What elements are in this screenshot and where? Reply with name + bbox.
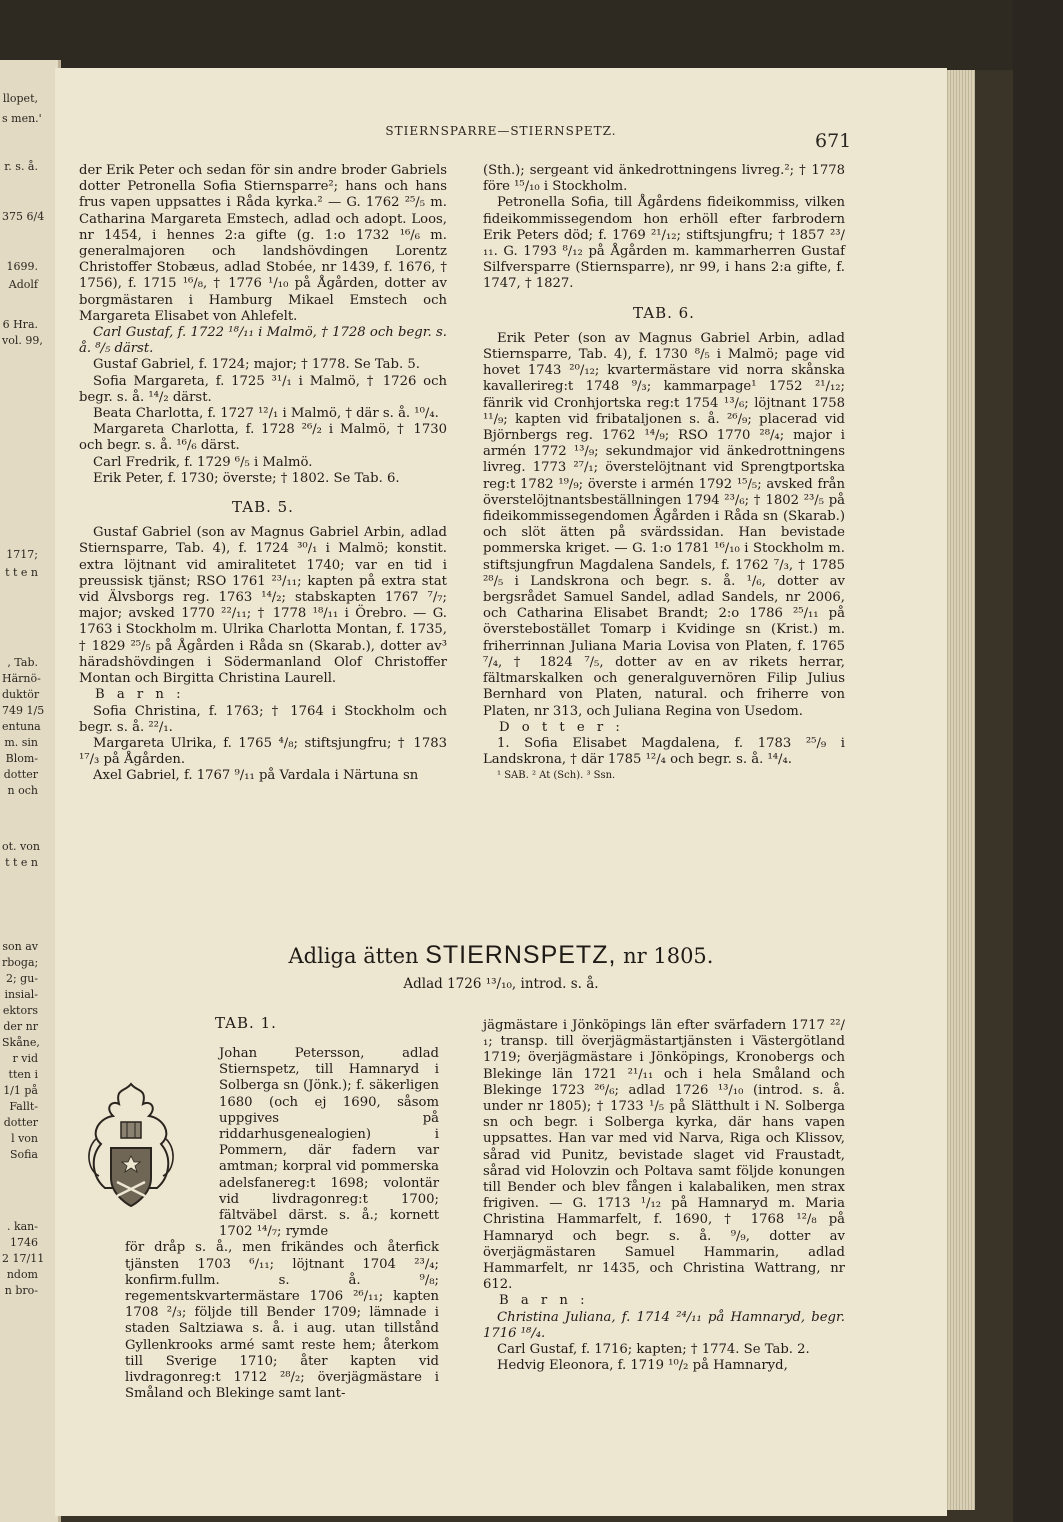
children-heading: B a r n :: [499, 1293, 589, 1309]
column-4: [483, 1018, 845, 1374]
left-page-text: r. s. å.: [4, 160, 38, 173]
left-page-text: l von: [11, 1132, 38, 1145]
left-page-text: son av: [2, 940, 38, 953]
left-page-text: vol. 99,: [2, 334, 43, 347]
page-edges: [945, 70, 975, 1510]
left-page-text: ndom: [6, 1268, 38, 1281]
column-2: [483, 163, 845, 785]
title-family-name: STIERNSPETZ,: [425, 941, 617, 969]
paragraph: Beata Charlotta, f. 1727 ¹²/₁ i Malmö, † där s. å. ¹⁰/₄.: [93, 406, 439, 422]
left-page-text: 1717;: [6, 548, 38, 561]
tab-heading: TAB. 6.: [633, 303, 695, 322]
left-page-text: n och: [7, 784, 38, 797]
left-page-text: s men.': [2, 112, 42, 125]
title-prefix: Adliga ätten: [288, 944, 419, 968]
left-page-text: , Tab.: [7, 656, 38, 669]
section-subtitle: Adlad 1726 ¹³/₁₀, introd. s. å.: [403, 976, 599, 992]
children-heading: B a r n :: [95, 687, 185, 703]
left-page-text: 749 1/5: [2, 704, 45, 717]
book-cover-top: [0, 0, 1063, 70]
daughter-heading: D o t t e r :: [499, 719, 624, 735]
left-page-text: tten i: [8, 1068, 38, 1081]
paragraph: för dråp s. å., men frikändes och återfick tjänsten 1703 ⁶/₁₁; löjtnant 1704 ²³/₄; konfirm.fullm. s. å. ⁹/₈; regementskvartermästare 1706 ²⁶/₁₁; kapten 1708 ²/₃; följde till Bender 1709; lämnade i staden Saltziawa s. å. i aug. utan tillstånd Gyllenkrooks armé samt reste hem; återkom till Sverige 1710; åter kapten vid livdragonreg:t 1712 ²⁸/₂; överjägmästare i Småland och Blekinge samt lant-: [125, 1240, 439, 1402]
tab-heading: TAB. 5.: [232, 498, 294, 517]
section-title: [55, 941, 947, 970]
left-page-text: . kan-: [6, 1220, 38, 1233]
paragraph: Erik Peter, f. 1730; överste; † 1802. Se Tab. 6.: [93, 470, 400, 486]
paragraph: Margareta Ulrika, f. 1765 ⁴/₈; stiftsjungfru; † 1783 ¹⁷/₃ på Ågården.: [79, 735, 447, 768]
left-page-text: Adolf: [8, 278, 38, 291]
paragraph: Sofia Margareta, f. 1725 ³¹/₁ i Malmö, † 1726 och begr. s. å. ¹⁴/₂ därst.: [79, 373, 447, 405]
paragraph: Johan Petersson, adlad Stiernspetz, till Hamnaryd i Solberga sn (Jönk.); f. säkerligen 1680 (och ej 1690, såsom uppgives på riddarhusgenealogien) i Pommern, där fadern var amtman; korpral vid pommerska adelsfanereg:t 1698; volontär vid livdragonreg:t 1700; fältväbel därst. s. å.; kornett 1702 ¹⁴/₇; rymde: [219, 1046, 439, 1240]
left-page-text: ektors: [2, 1004, 38, 1017]
paragraph: Carl Gustaf, f. 1716; kapten; † 1774. Se Tab. 2.: [497, 1342, 810, 1358]
left-page-fragment: [0, 60, 61, 1522]
left-page-text: r vid: [12, 1052, 38, 1065]
paragraph: Hedvig Eleonora, f. 1719 ¹⁰/₂ på Hamnaryd,: [497, 1358, 788, 1374]
left-page-text: 1/1 på: [3, 1084, 38, 1097]
paragraph: Axel Gabriel, f. 1767 ⁹/₁₁ på Vardala i Närtuna sn: [93, 768, 419, 784]
paragraph: Petronella Sofia, till Ågårdens fideikommiss, vilken fideikommissegendom hon erhöll efter farbrodern Erik Peters död; f. 1769 ²¹/₁₂; stiftsjungfru; † 1857 ²³/₁₁. G. 1793 ⁸/₁₂ på Ågården m. kammarherren Gustaf Silfversparre (Stiernsparre), nr 99, i hans 2:a gifte, f. 1747, † 1827.: [483, 195, 845, 292]
left-page-text: 2; gu-: [5, 972, 38, 985]
paragraph: der Erik Peter och sedan för sin andre broder Gabriels dotter Petronella Sofia Stiernsparre²; hans och hans frus vapen uppsattes i Råda kyrka.² — G. 1762 ²⁵/₅ m. Catharina Margareta Emstech, adlad och adopt. Loos, nr 1454, i hennes 2:a gifte (g. 1:o 1732 ¹⁶/₆ m. generalmajoren och landshövdingen Lorentz Christoffer Stobæus, adlad Stobée, nr 1439, f. 1676, † 1756), f. 1715 ¹⁶/₈, † 1776 ¹/₁₀ på Ågården, dotter av borgmästaren i Hamburg Mikael Emstech och Margareta Elisabet von Ahlefelt.: [79, 163, 447, 324]
left-page-text: 2 17/11: [2, 1252, 45, 1265]
paragraph: jägmästare i Jönköpings län efter svärfadern 1717 ²²/₁; transp. till överjägmästartjänsten i Västergötland 1719; överjägmästare i Jönköpings, Kronobergs och Blekinge län 1721 ²¹/₁₁ och i hela Småland och Blekinge 1723 ²⁶/₆; adlad 1726 ¹³/₁₀ (introd. s. å. under nr 1805); † 1733 ¹/₅ på Slätthult i N. Solberga sn och begr. i Solberga kyrka, där hans vapen uppsattes. Han var med vid Narva, Riga och Klissov, sårad vid Punitz, bevistade slaget vid Fraustadt, sårad vid Holovzin och Poltava samt följde konungen till Bender och blev fången i kalabaliken, men strax frigiven. — G. 1713 ¹/₁₂ på Hamnaryd m. Maria Christina Hammarfelt, f. 1690, † 1768 ¹²/₈ på Hamnaryd och begr. s. å. ⁹/₉, dotter av överjägmästaren Samuel Hammarin, adlad Hammarfelt, nr 1435, och Christina Wattrang, nr 612.: [483, 1018, 845, 1293]
left-page-text: entuna: [2, 720, 41, 733]
paragraph: (Sth.); sergeant vid änkedrottningens livreg.²; † 1778 före ¹⁵/₁₀ i Stockholm.: [483, 163, 845, 195]
left-page-text: m. sin: [4, 736, 38, 749]
paragraph: Sofia Christina, f. 1763; † 1764 i Stockholm och begr. s. å. ²²/₁.: [79, 703, 447, 735]
left-page-text: Sofia: [9, 1148, 38, 1161]
left-page-text: rboga;: [2, 956, 39, 969]
left-page-text: Fallt-: [9, 1100, 38, 1113]
left-page-text: insial-: [4, 988, 38, 1001]
book-page: [55, 68, 947, 1516]
left-page-text: dotter: [3, 1116, 38, 1129]
tab-heading: TAB. 1.: [215, 1014, 277, 1032]
left-page-text: 1746: [10, 1236, 38, 1249]
title-suffix: nr 1805.: [623, 944, 714, 968]
left-page-text: t t e n: [5, 566, 38, 579]
footnotes: ¹ SAB. ² At (Sch). ³ Ssn.: [497, 770, 616, 782]
paragraph: 1. Sofia Elisabet Magdalena, f. 1783 ²⁵/₉ i Landskrona, † där 1785 ¹²/₄ och begr. s. å. ¹⁴/₄.: [483, 735, 845, 768]
left-page-text: duktör: [2, 688, 40, 701]
paragraph: Carl Gustaf, f. 1722 ¹⁸/₁₁ i Malmö, † 1728 och begr. s. å. ⁸/₅ därst.: [79, 325, 447, 357]
left-page-text: Härnö-: [2, 672, 41, 685]
paragraph: Erik Peter (son av Magnus Gabriel Arbin, adlad Stiernsparre, Tab. 4), f. 1730 ⁸/₅ i Malmö; page vid hovet 1743 ²⁰/₁₂; kvartermästare vid norra skånska kavallerireg:t 1748 ⁹/₃; kammarpage¹ 1752 ²¹/₁₂; fänrik vid Cronhjortska reg:t 1754 ¹³/₆; löjtnant 1758 ¹¹/₉; kapten vid fribataljonen s. å. ²⁶/₉; placerad vid Björnbergs reg. 1762 ¹⁴/₉; RSO 1770 ²⁸/₄; major i armén 1772 ¹³/₉; sekundmajor vid änkedrottningens livreg. 1773 ²⁷/₁; överstelöjtnant vid Sprengtportska reg:t 1782 ¹⁹/₉; överste i armén 1792 ¹⁵/₅; avsked från överstelöjtnantsbeställningen 1794 ²³/₆; † 1802 ²³/₅ på fideikommissegendomen Ågården i Råda sn (Skarab.) och slöt ätten på svärdssidan. Han bevistade pommerska kriget. — G. 1:o 1781 ¹⁶/₁₀ i Stockholm m. stiftsjungfrun Magdalena Sandels, f. 1762 ⁷/₃, † 1785 ²⁸/₅ i Landskrona och begr. s. å. ¹/₆, dotter av bergsrådet Samuel Sandel, adlad Sandels, nr 2006, och Catharina Elisabet Brandt; 2:o 1786 ²⁵/₁₁ på överstebostället Tomarp i Kvidinge sn (Krist.) m. friherrinnan Juliana Maria Lovisa von Platen, f. 1765 ⁷/₄, † 1824 ⁷/₅, dotter av en av rikets herrar, fältmarskalken och generalguvernören Filip Julius Bernhard von Platen, natural. och friherre von Platen, nr 313, och Juliana Regina von Usedom.: [483, 330, 845, 719]
running-title: STIERNSPARRE—STIERNSPETZ.: [385, 124, 617, 138]
column-1: [79, 163, 447, 785]
paragraph: Margareta Charlotta, f. 1728 ²⁶/₂ i Malmö, † 1730 och begr. s. å. ¹⁶/₆ därst.: [79, 422, 447, 454]
left-page-text: Skåne,: [2, 1036, 40, 1049]
left-page-text: 375 6/4: [2, 210, 45, 223]
paragraph: Carl Fredrik, f. 1729 ⁶/₅ i Malmö.: [93, 454, 313, 470]
left-page-text: der nr: [3, 1020, 38, 1033]
left-page-text: llopet,: [2, 92, 38, 105]
left-page-text: n bro-: [4, 1284, 38, 1297]
column-3: [125, 1046, 439, 1402]
left-page-text: dotter: [3, 768, 38, 781]
paragraph: Christina Juliana, f. 1714 ²⁴/₁₁ på Hamnaryd, begr. 1716 ¹⁸/₄.: [483, 1309, 845, 1341]
left-page-text: t t e n: [5, 856, 38, 869]
left-page-text: Blom-: [5, 752, 38, 765]
left-page-text: 1699.: [6, 260, 38, 273]
paragraph: Gustaf Gabriel, f. 1724; major; † 1778. Se Tab. 5.: [93, 357, 420, 373]
left-page-text: ot. von: [2, 840, 40, 853]
page-number: 671: [815, 130, 852, 152]
paragraph: Gustaf Gabriel (son av Magnus Gabriel Arbin, adlad Stiernsparre, Tab. 4), f. 1724 ³⁰/₁ i Malmö; konstit. extra löjtnant vid amiralitetet 1740; var en tid i preussisk tjänst; RSO 1761 ²³/₁₁; kapten på extra stat vid Älvsborgs reg. 1763 ¹⁴/₂; stabskapten 1767 ⁷/₇; major; avsked 1770 ²²/₁₁; † 1778 ¹⁸/₁₁ i Örebro. — G. 1763 i Stockholm m. Ulrika Charlotta Montan, f. 1735, † 1829 ²⁵/₅ på Ågården i Råda sn (Skarab.), dotter av³ häradshövdingen i Södermanland Olof Christoffer Montan och Birgitta Christina Laurell.: [79, 525, 447, 687]
book-cover-right: [1013, 0, 1063, 1522]
left-page-text: 6 Hra.: [2, 318, 38, 331]
